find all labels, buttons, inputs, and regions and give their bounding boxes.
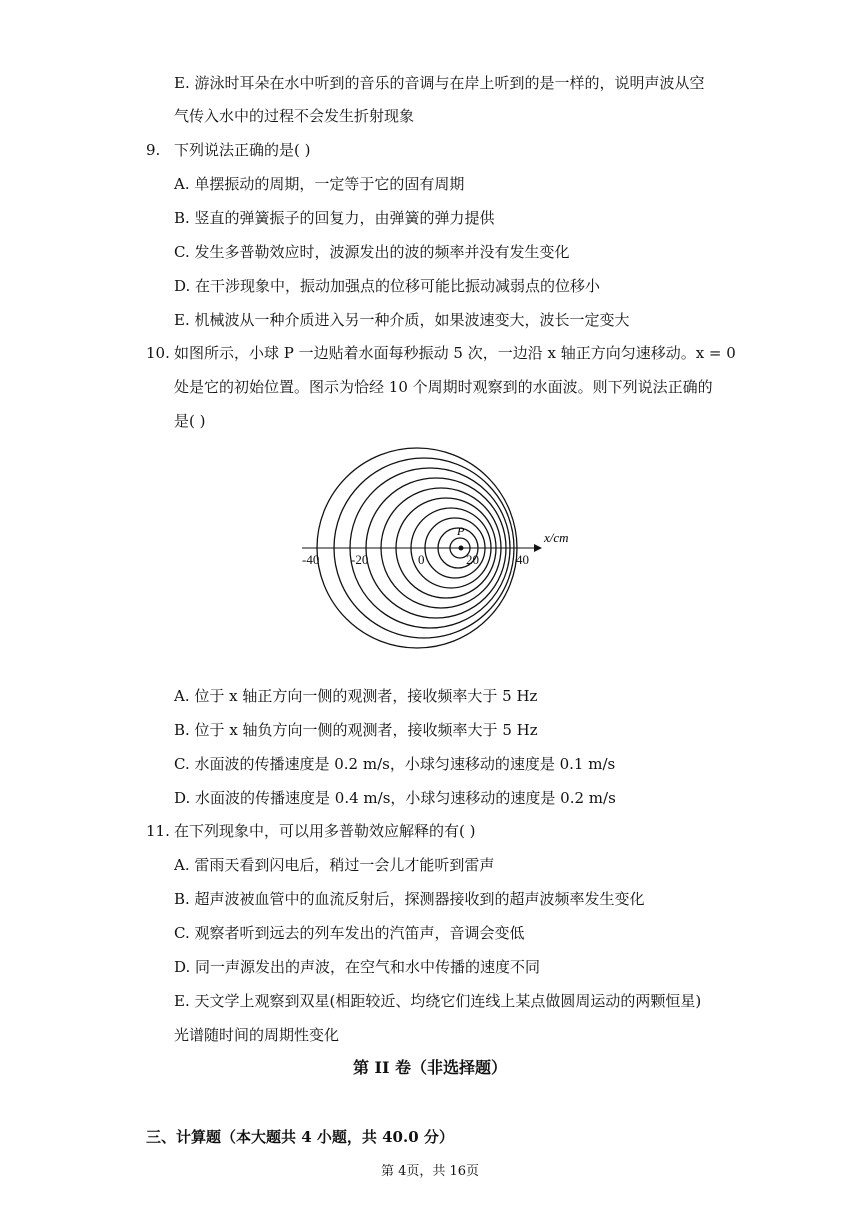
tick-label: 0 <box>418 552 425 567</box>
section-title: 第 II 卷（非选择题） <box>352 1058 508 1077</box>
q10-option-b: B. 位于 x 轴负方向一侧的观测者，接收频率大于 5 Hz <box>174 721 538 739</box>
x-axis-label: x/cm <box>544 530 569 545</box>
q11-number: 11. <box>146 822 170 840</box>
tick-label: -20 <box>351 552 369 567</box>
page-footer: 第 4页，共 16页 <box>380 1164 480 1179</box>
tick-label: 20 <box>466 552 479 567</box>
part-three-title: 三、计算题（本大题共 4 小题，共 40.0 分） <box>146 1128 454 1146</box>
q9-stem: 下列说法正确的是( ) <box>174 141 311 159</box>
q8-option-e-line2: 气传入水中的过程不会发生折射现象 <box>174 107 415 125</box>
q10-option-d: D. 水面波的传播速度是 0.4 m/s，小球匀速移动的速度是 0.2 m/s <box>174 789 616 807</box>
point-p <box>459 546 464 551</box>
q10-stem-line3: 是( ) <box>174 412 206 430</box>
q9-option-a: A. 单摆振动的周期，一定等于它的固有周期 <box>174 175 465 193</box>
q11-option-e-line1: E. 天文学上观察到双星(相距较近、均绕它们连线上某点做圆周运动的两颗恒星) <box>174 992 702 1010</box>
q11-option-c: C. 观察者听到远去的列车发出的汽笛声，音调会变低 <box>174 924 525 942</box>
tick-label: 40 <box>516 552 529 567</box>
tick-label: -40 <box>302 552 320 567</box>
q9-option-c: C. 发生多普勒效应时，波源发出的波的频率并没有发生变化 <box>174 243 570 261</box>
q8-option-e-line1: E. 游泳时耳朵在水中听到的音乐的音调与在岸上听到的是一样的，说明声波从空 <box>174 74 705 92</box>
q10-option-a: A. 位于 x 轴正方向一侧的观测者，接收频率大于 5 Hz <box>174 687 538 705</box>
q11-stem: 在下列现象中，可以用多普勒效应解释的有( ) <box>174 822 476 840</box>
point-p-label: P <box>457 524 465 538</box>
q11-option-a: A. 雷雨天看到闪电后，稍过一会儿才能听到雷声 <box>174 856 495 874</box>
x-axis-arrow <box>534 544 542 552</box>
q10-stem-line2: 处是它的初始位置。图示为恰经 10 个周期时观察到的水面波。则下列说法正确的 <box>174 378 713 396</box>
q10-stem-line1: 如图所示，小球 P 一边贴着水面每秒振动 5 次，一边沿 x 轴正方向匀速移动。x = 0 <box>174 344 736 362</box>
q9-number: 9. <box>146 141 161 159</box>
q10-number: 10. <box>146 344 170 362</box>
q11-option-b: B. 超声波被血管中的血流反射后，探测器接收到的超声波频率发生变化 <box>174 890 645 908</box>
q11-option-e-line2: 光谱随时间的周期性变化 <box>174 1026 340 1044</box>
q9-option-e: E. 机械波从一种介质进入另一种介质，如果波速变大，波长一定变大 <box>174 311 630 329</box>
water-wave-figure <box>296 438 576 670</box>
q10-option-c: C. 水面波的传播速度是 0.2 m/s，小球匀速移动的速度是 0.1 m/s <box>174 755 616 773</box>
q11-option-d: D. 同一声源发出的声波，在空气和水中传播的速度不同 <box>174 958 541 976</box>
q9-option-d: D. 在干涉现象中，振动加强点的位移可能比振动减弱点的位移小 <box>174 277 601 295</box>
q9-option-b: B. 竖直的弹簧振子的回复力，由弹簧的弹力提供 <box>174 209 495 227</box>
